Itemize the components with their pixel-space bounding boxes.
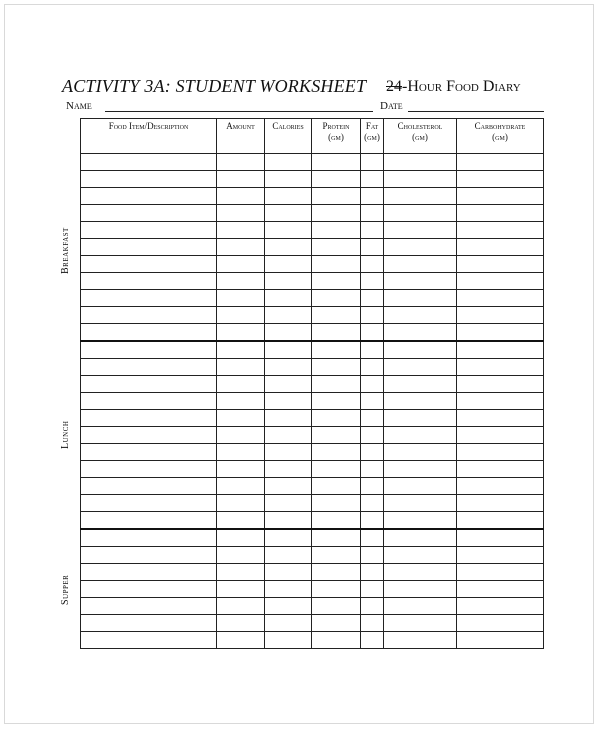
entry-cell[interactable] xyxy=(265,393,312,410)
section-label-supper: Supper xyxy=(60,574,71,605)
entry-cell[interactable] xyxy=(361,222,384,239)
entry-cell[interactable] xyxy=(217,188,265,205)
entry-cell[interactable] xyxy=(384,324,457,342)
entry-cell[interactable] xyxy=(265,564,312,581)
entry-cell[interactable] xyxy=(457,444,544,461)
entry-cell[interactable] xyxy=(457,188,544,205)
table-row xyxy=(81,188,544,205)
entry-cell[interactable] xyxy=(312,307,361,324)
entry-cell[interactable] xyxy=(81,598,217,615)
entry-cell[interactable] xyxy=(384,307,457,324)
entry-cell[interactable] xyxy=(361,547,384,564)
section-label-lunch: Lunch xyxy=(60,420,71,449)
entry-cell[interactable] xyxy=(81,615,217,632)
entry-cell[interactable] xyxy=(457,461,544,478)
column-header-unit: (gm) xyxy=(328,132,344,142)
table-header-row xyxy=(81,119,544,154)
entry-cell[interactable] xyxy=(217,461,265,478)
entry-cell[interactable] xyxy=(217,615,265,632)
section-label-breakfast: Breakfast xyxy=(60,227,71,274)
entry-cell[interactable] xyxy=(265,376,312,393)
entry-cell[interactable] xyxy=(217,512,265,530)
entry-cell[interactable] xyxy=(81,461,217,478)
entry-cell[interactable] xyxy=(361,615,384,632)
column-header xyxy=(361,119,384,154)
entry-cell[interactable] xyxy=(312,615,361,632)
entry-cell[interactable] xyxy=(81,359,217,376)
entry-cell[interactable] xyxy=(217,427,265,444)
entry-cell[interactable] xyxy=(457,393,544,410)
entry-cell[interactable] xyxy=(265,324,312,342)
entry-cell[interactable] xyxy=(361,256,384,273)
entry-cell[interactable] xyxy=(361,359,384,376)
entry-cell[interactable] xyxy=(384,188,457,205)
entry-cell[interactable] xyxy=(457,273,544,290)
entry-cell[interactable] xyxy=(312,171,361,188)
entry-cell[interactable] xyxy=(217,359,265,376)
entry-cell[interactable] xyxy=(81,324,217,342)
entry-cell[interactable] xyxy=(81,427,217,444)
entry-cell[interactable] xyxy=(265,598,312,615)
entry-cell[interactable] xyxy=(384,581,457,598)
entry-cell[interactable] xyxy=(384,256,457,273)
worksheet-header xyxy=(62,76,552,100)
entry-cell[interactable] xyxy=(384,290,457,307)
table-row xyxy=(81,290,544,307)
entry-cell[interactable] xyxy=(312,341,361,359)
entry-cell[interactable] xyxy=(361,290,384,307)
entry-cell[interactable] xyxy=(81,478,217,495)
entry-cell[interactable] xyxy=(81,376,217,393)
entry-cell[interactable] xyxy=(312,598,361,615)
entry-cell[interactable] xyxy=(457,290,544,307)
entry-cell[interactable] xyxy=(312,376,361,393)
entry-cell[interactable] xyxy=(457,632,544,649)
entry-cell[interactable] xyxy=(265,359,312,376)
entry-cell[interactable] xyxy=(384,512,457,530)
entry-cell[interactable] xyxy=(217,171,265,188)
entry-cell[interactable] xyxy=(265,410,312,427)
entry-cell[interactable] xyxy=(361,307,384,324)
entry-cell[interactable] xyxy=(217,393,265,410)
table-row xyxy=(81,632,544,649)
entry-cell[interactable] xyxy=(384,598,457,615)
table-row xyxy=(81,307,544,324)
entry-cell[interactable] xyxy=(384,615,457,632)
entry-cell[interactable] xyxy=(384,461,457,478)
entry-cell[interactable] xyxy=(312,324,361,342)
entry-cell[interactable] xyxy=(312,478,361,495)
entry-cell[interactable] xyxy=(384,239,457,256)
entry-cell[interactable] xyxy=(361,188,384,205)
entry-cell[interactable] xyxy=(361,581,384,598)
entry-cell[interactable] xyxy=(312,461,361,478)
entry-cell[interactable] xyxy=(361,154,384,171)
table-row xyxy=(81,512,544,530)
entry-cell[interactable] xyxy=(457,307,544,324)
entry-cell[interactable] xyxy=(457,222,544,239)
entry-cell[interactable] xyxy=(384,273,457,290)
entry-cell[interactable] xyxy=(81,632,217,649)
table-row xyxy=(81,154,544,171)
entry-cell[interactable] xyxy=(384,427,457,444)
table-row xyxy=(81,529,544,547)
entry-cell[interactable] xyxy=(457,564,544,581)
entry-cell[interactable] xyxy=(265,188,312,205)
entry-cell[interactable] xyxy=(217,581,265,598)
entry-cell[interactable] xyxy=(361,427,384,444)
entry-cell[interactable] xyxy=(361,205,384,222)
entry-cell[interactable] xyxy=(265,341,312,359)
entry-cell[interactable] xyxy=(265,256,312,273)
entry-cell[interactable] xyxy=(361,461,384,478)
entry-cell[interactable] xyxy=(217,273,265,290)
entry-cell[interactable] xyxy=(265,478,312,495)
date-field[interactable] xyxy=(408,111,544,112)
entry-cell[interactable] xyxy=(384,222,457,239)
column-header xyxy=(457,119,544,154)
entry-cell[interactable] xyxy=(265,427,312,444)
entry-cell[interactable] xyxy=(81,171,217,188)
entry-cell[interactable] xyxy=(81,495,217,512)
entry-cell[interactable] xyxy=(457,427,544,444)
entry-cell[interactable] xyxy=(384,154,457,171)
entry-cell[interactable] xyxy=(81,512,217,530)
entry-cell[interactable] xyxy=(361,273,384,290)
entry-cell[interactable] xyxy=(217,410,265,427)
entry-cell[interactable] xyxy=(312,632,361,649)
entry-cell[interactable] xyxy=(265,239,312,256)
entry-cell[interactable] xyxy=(384,393,457,410)
entry-cell[interactable] xyxy=(265,222,312,239)
column-header-unit: (gm) xyxy=(412,132,428,142)
entry-cell[interactable] xyxy=(81,273,217,290)
table-row xyxy=(81,427,544,444)
name-label: Name xyxy=(66,100,92,112)
table-row xyxy=(81,615,544,632)
entry-cell[interactable] xyxy=(81,154,217,171)
entry-cell[interactable] xyxy=(265,307,312,324)
table-row xyxy=(81,564,544,581)
table-row xyxy=(81,222,544,239)
entry-cell[interactable] xyxy=(217,376,265,393)
entry-cell[interactable] xyxy=(265,632,312,649)
entry-cell[interactable] xyxy=(361,495,384,512)
column-header xyxy=(217,119,265,154)
entry-cell[interactable] xyxy=(457,359,544,376)
table-row xyxy=(81,478,544,495)
entry-cell[interactable] xyxy=(384,547,457,564)
entry-cell[interactable] xyxy=(312,564,361,581)
table-row xyxy=(81,273,544,290)
entry-cell[interactable] xyxy=(361,239,384,256)
entry-cell[interactable] xyxy=(361,410,384,427)
table-row xyxy=(81,359,544,376)
entry-cell[interactable] xyxy=(384,410,457,427)
entry-cell[interactable] xyxy=(81,290,217,307)
table-row xyxy=(81,547,544,564)
column-header-unit: (gm) xyxy=(492,132,508,142)
entry-cell[interactable] xyxy=(457,512,544,530)
entry-cell[interactable] xyxy=(457,256,544,273)
name-field[interactable] xyxy=(105,111,373,112)
entry-cell[interactable] xyxy=(361,324,384,342)
entry-cell[interactable] xyxy=(312,222,361,239)
entry-cell[interactable] xyxy=(217,256,265,273)
entry-cell[interactable] xyxy=(457,376,544,393)
entry-cell[interactable] xyxy=(384,171,457,188)
entry-cell[interactable] xyxy=(312,239,361,256)
entry-cell[interactable] xyxy=(265,290,312,307)
entry-cell[interactable] xyxy=(361,393,384,410)
entry-cell[interactable] xyxy=(457,324,544,342)
entry-cell[interactable] xyxy=(312,427,361,444)
entry-cell[interactable] xyxy=(384,529,457,547)
table-row xyxy=(81,171,544,188)
date-label: Date xyxy=(380,100,403,112)
entry-cell[interactable] xyxy=(312,205,361,222)
column-header-label: Amount xyxy=(226,121,255,131)
entry-cell[interactable] xyxy=(384,495,457,512)
entry-cell[interactable] xyxy=(384,205,457,222)
entry-cell[interactable] xyxy=(81,547,217,564)
entry-cell[interactable] xyxy=(81,444,217,461)
entry-cell[interactable] xyxy=(217,154,265,171)
column-header xyxy=(265,119,312,154)
entry-cell[interactable] xyxy=(265,171,312,188)
entry-cell[interactable] xyxy=(217,495,265,512)
entry-cell[interactable] xyxy=(384,341,457,359)
entry-cell[interactable] xyxy=(265,615,312,632)
entry-cell[interactable] xyxy=(81,256,217,273)
worksheet-subtitle xyxy=(386,78,521,96)
entry-cell[interactable] xyxy=(265,461,312,478)
column-header-label: Food Item/Description xyxy=(108,121,189,131)
table-row xyxy=(81,205,544,222)
entry-cell[interactable] xyxy=(81,410,217,427)
entry-cell[interactable] xyxy=(217,444,265,461)
entry-cell[interactable] xyxy=(457,171,544,188)
entry-cell[interactable] xyxy=(81,393,217,410)
entry-cell[interactable] xyxy=(312,529,361,547)
entry-cell[interactable] xyxy=(312,256,361,273)
entry-cell[interactable] xyxy=(361,529,384,547)
entry-cell[interactable] xyxy=(312,393,361,410)
food-diary-table xyxy=(80,118,544,649)
table-row xyxy=(81,256,544,273)
entry-cell[interactable] xyxy=(361,444,384,461)
entry-cell[interactable] xyxy=(312,512,361,530)
entry-cell[interactable] xyxy=(457,581,544,598)
entry-cell[interactable] xyxy=(312,581,361,598)
table-row xyxy=(81,393,544,410)
entry-cell[interactable] xyxy=(384,444,457,461)
entry-cell[interactable] xyxy=(457,495,544,512)
entry-cell[interactable] xyxy=(457,529,544,547)
entry-cell[interactable] xyxy=(384,359,457,376)
entry-cell[interactable] xyxy=(312,495,361,512)
table-row xyxy=(81,495,544,512)
table-row xyxy=(81,239,544,256)
entry-cell[interactable] xyxy=(217,222,265,239)
entry-cell[interactable] xyxy=(312,273,361,290)
entry-cell[interactable] xyxy=(361,632,384,649)
entry-cell[interactable] xyxy=(312,359,361,376)
entry-cell[interactable] xyxy=(384,632,457,649)
entry-cell[interactable] xyxy=(81,529,217,547)
entry-cell[interactable] xyxy=(217,341,265,359)
column-header-unit: (gm) xyxy=(364,132,380,142)
entry-cell[interactable] xyxy=(457,154,544,171)
entry-cell[interactable] xyxy=(265,205,312,222)
entry-cell[interactable] xyxy=(312,188,361,205)
worksheet-title: ACTIVITY 3A: STUDENT WORKSHEET xyxy=(62,76,367,96)
table-row xyxy=(81,581,544,598)
column-header-label: Calories xyxy=(272,121,304,131)
entry-cell[interactable] xyxy=(265,581,312,598)
entry-cell[interactable] xyxy=(217,564,265,581)
entry-cell[interactable] xyxy=(361,564,384,581)
column-header-label: Carbohydrate xyxy=(474,121,526,131)
entry-cell[interactable] xyxy=(265,547,312,564)
entry-cell[interactable] xyxy=(265,495,312,512)
entry-cell[interactable] xyxy=(217,307,265,324)
entry-cell[interactable] xyxy=(312,547,361,564)
subtitle-text: -Hour Food Diary xyxy=(402,78,521,95)
entry-cell[interactable] xyxy=(265,444,312,461)
entry-cell[interactable] xyxy=(361,478,384,495)
entry-cell[interactable] xyxy=(217,547,265,564)
entry-cell[interactable] xyxy=(217,478,265,495)
entry-cell[interactable] xyxy=(457,598,544,615)
column-header xyxy=(384,119,457,154)
entry-cell[interactable] xyxy=(361,341,384,359)
entry-cell[interactable] xyxy=(81,188,217,205)
entry-cell[interactable] xyxy=(217,205,265,222)
entry-cell[interactable] xyxy=(457,478,544,495)
table-row xyxy=(81,324,544,342)
entry-cell[interactable] xyxy=(217,324,265,342)
table-row xyxy=(81,341,544,359)
table-row xyxy=(81,410,544,427)
entry-cell[interactable] xyxy=(384,478,457,495)
entry-cell[interactable] xyxy=(81,581,217,598)
entry-cell[interactable] xyxy=(312,410,361,427)
name-date-row xyxy=(66,100,546,114)
entry-cell[interactable] xyxy=(81,564,217,581)
entry-cell[interactable] xyxy=(81,222,217,239)
entry-cell[interactable] xyxy=(457,410,544,427)
entry-cell[interactable] xyxy=(457,615,544,632)
entry-cell[interactable] xyxy=(457,341,544,359)
column-header xyxy=(81,119,217,154)
column-header-label: Protein xyxy=(322,121,350,131)
entry-cell[interactable] xyxy=(81,307,217,324)
entry-cell[interactable] xyxy=(265,273,312,290)
entry-cell[interactable] xyxy=(457,239,544,256)
subtitle-number: 24 xyxy=(386,78,402,95)
table-body xyxy=(81,154,544,649)
entry-cell[interactable] xyxy=(217,239,265,256)
entry-cell[interactable] xyxy=(384,376,457,393)
column-header-label: Fat xyxy=(365,121,379,131)
entry-cell[interactable] xyxy=(217,632,265,649)
entry-cell[interactable] xyxy=(361,376,384,393)
entry-cell[interactable] xyxy=(217,598,265,615)
entry-cell[interactable] xyxy=(361,512,384,530)
entry-cell[interactable] xyxy=(265,512,312,530)
entry-cell[interactable] xyxy=(384,564,457,581)
entry-cell[interactable] xyxy=(265,154,312,171)
entry-cell[interactable] xyxy=(265,529,312,547)
column-header xyxy=(312,119,361,154)
entry-cell[interactable] xyxy=(217,290,265,307)
entry-cell[interactable] xyxy=(457,205,544,222)
entry-cell[interactable] xyxy=(312,444,361,461)
entry-cell[interactable] xyxy=(361,598,384,615)
table-row xyxy=(81,376,544,393)
entry-cell[interactable] xyxy=(312,290,361,307)
entry-cell[interactable] xyxy=(312,154,361,171)
entry-cell[interactable] xyxy=(217,529,265,547)
entry-cell[interactable] xyxy=(81,341,217,359)
entry-cell[interactable] xyxy=(457,547,544,564)
entry-cell[interactable] xyxy=(81,205,217,222)
table-row xyxy=(81,461,544,478)
column-header-label: Cholesterol xyxy=(397,121,443,131)
entry-cell[interactable] xyxy=(361,171,384,188)
table-row xyxy=(81,598,544,615)
entry-cell[interactable] xyxy=(81,239,217,256)
table-row xyxy=(81,444,544,461)
